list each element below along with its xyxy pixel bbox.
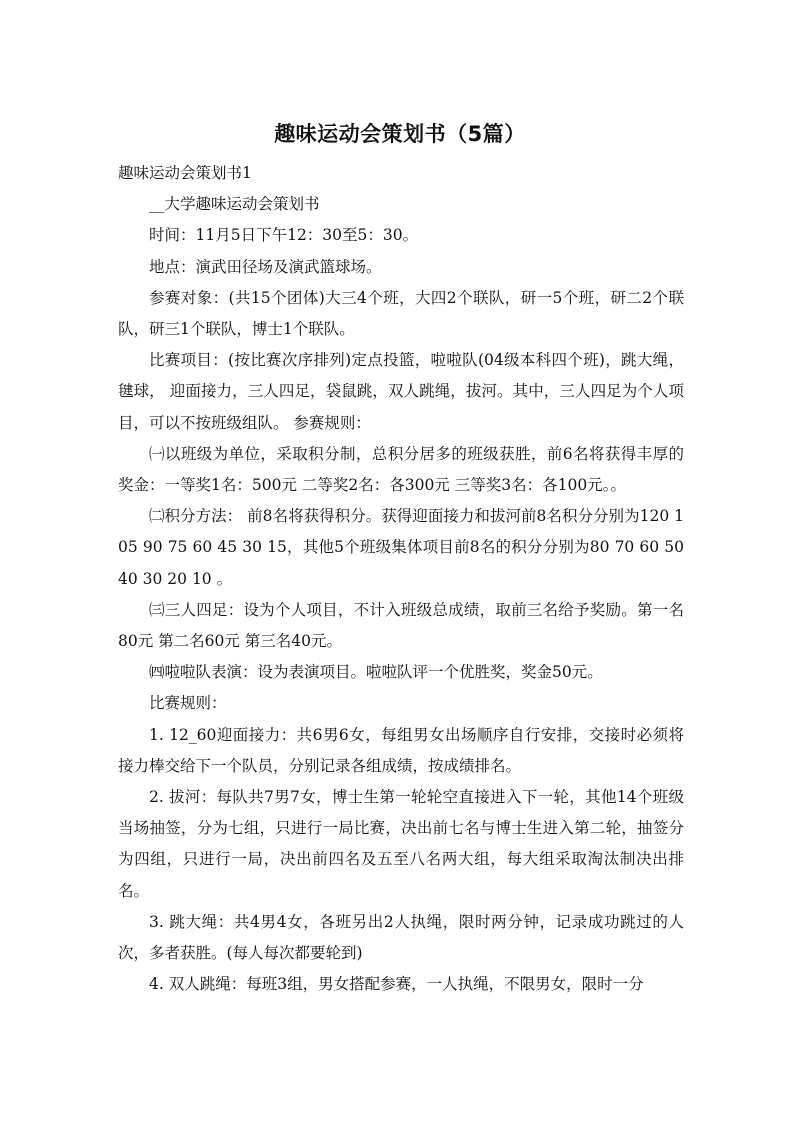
document-title: 趣味运动会策划书（5篇） <box>274 122 526 146</box>
rule-4-paragraph: ㈣啦啦队表演：设为表演项目。啦啦队评一个优胜奖，奖金50元。 <box>149 663 603 682</box>
rule-2-paragraph: ㈡积分方法： 前8名将获得积分。获得迎面接力和拔河前8名积分分别为120 105 90 75 60 45 30 15，其他5个班级集体项目前8名的积分分别为80 70 60 50 40 30 20 10 。 <box>118 507 684 588</box>
relay-rule-paragraph: 1. 12_60迎面接力：共6男6女，每组男女出场顺序自行安排，交接时必须将接力棒交给下一个队员，分别记录各组成绩，按成绩排名。 <box>118 725 684 775</box>
subtitle-paragraph: __大学趣味运动会策划书 <box>149 195 320 214</box>
location-paragraph: 地点：演武田径场及演武篮球场。 <box>149 257 382 276</box>
section-heading: 趣味运动会策划书1 <box>118 164 252 182</box>
rule-3-paragraph: ㈢三人四足：设为个人项目，不计入班级总成绩，取前三名给予奖励。第一名80元 第二名60元 第三名40元。 <box>118 600 684 651</box>
events-paragraph: 比赛项目：(按比赛次序排列)定点投篮，啦啦队(04级本科四个班)，跳大绳，毽球， 迎面接力，三人四足，袋鼠跳，双人跳绳，拔河。其中，三人四足为个人项目，可以不按班级组队。 参赛规则： <box>118 351 684 432</box>
time-paragraph: 时间：11月5日下午12：30至5：30。 <box>149 226 419 245</box>
tug-of-war-rule-paragraph: 2. 拔河：每队共7男7女，博士生第一轮轮空直接进入下一轮，其他14个班级当场抽签，分为七组，只进行一局比赛，决出前七名与博士生进入第二轮，抽签分为四组，只进行一局，决出前四名及五至八名两大组，每大组采取淘汰制决出排名。 <box>118 788 684 900</box>
participants-paragraph: 参赛对象：(共15个团体)大三4个班，大四2个联队，研一5个班，研二2个联队，研三1个联队，博士1个联队。 <box>118 288 684 339</box>
rule-1-paragraph: ㈠以班级为单位，采取积分制，总积分居多的班级获胜，前6名将获得丰厚的奖金：一等奖1名：500元 二等奖2名：各300元 三等奖3名：各100元。。 <box>118 444 684 495</box>
competition-rules-heading: 比赛规则： <box>149 694 227 713</box>
double-rope-rule-paragraph: 4. 双人跳绳：每班3组，男女搭配参赛，一人执绳，不限男女，限时一分 <box>149 975 644 994</box>
document-body <box>118 158 684 1000</box>
long-rope-rule-paragraph: 3. 跳大绳：共4男4女，各班另出2人执绳，限时两分钟，记录成功跳过的人次，多者获胜。(每人每次都要轮到) <box>118 912 684 963</box>
